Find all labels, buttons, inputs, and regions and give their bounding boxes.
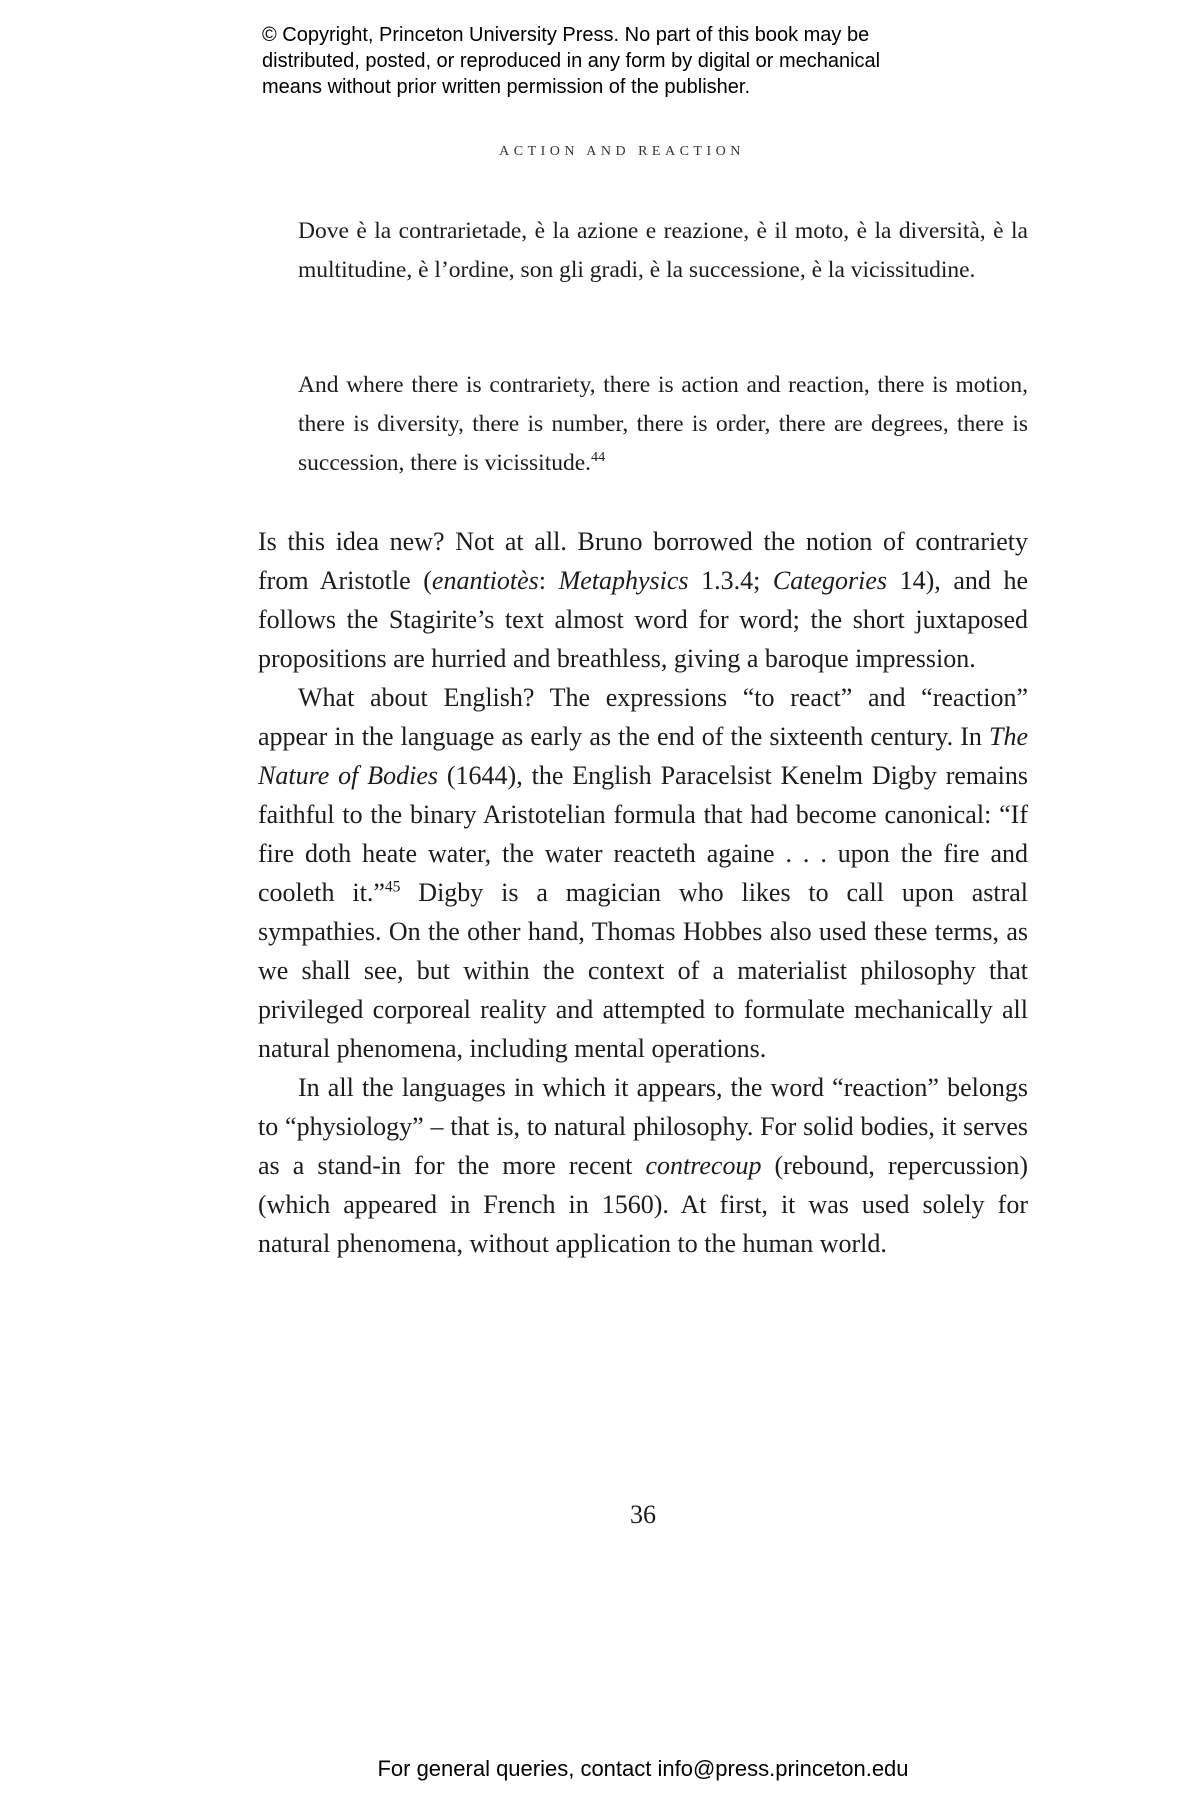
text-run: Is this idea new? Not at all. Bruno borrowed the notion of contrariety from Aristotle ( bbox=[258, 527, 1028, 595]
italic-title: The Nature of Bodies bbox=[258, 722, 1028, 790]
copyright-line: distributed, posted, or reproduced in any form by digital or mechanical bbox=[262, 50, 881, 72]
text-run: Digby is a magician who likes to call upon astral sympathies. On the other hand, Thomas Hobbes also used these terms, as we shall see, but within the context of a materialist philosophy that privileged corporeal reality and attempted to formulate mechanically all natural phenomena, including mental operations. bbox=[258, 878, 1028, 1063]
footnote-ref: 45 bbox=[384, 878, 401, 896]
italic-term: enantiotès bbox=[431, 566, 539, 595]
paragraph-3 bbox=[258, 1068, 1028, 1263]
italic-title: Categories bbox=[772, 566, 888, 595]
text-run: In all the languages in which it appears, the word “reaction” belongs to “physiology” – that is, to natural philosophy. For solid bodies, it serves as a stand-in for the more recent bbox=[258, 1073, 1028, 1180]
paragraph-2 bbox=[258, 678, 1028, 1068]
italic-title: Metaphysics bbox=[558, 566, 689, 595]
block-quote-italian: Dove è la contrarietade, è la azione e reazione, è il moto, è la diversità, è la multitudine, è l’ordine, son gli gradi, è la successione, è la vicissitudine. bbox=[298, 218, 1028, 283]
copyright-line: means without prior written permission of the publisher. bbox=[262, 76, 751, 98]
paragraph-1 bbox=[258, 522, 1028, 678]
copyright-line: © Copyright, Princeton University Press. No part of this book may be bbox=[262, 24, 870, 46]
running-head: ACTION AND REACTION bbox=[499, 144, 745, 159]
copyright-notice bbox=[262, 22, 982, 100]
text-run: 1.3.4; bbox=[688, 566, 773, 595]
footnote-ref: 44 bbox=[591, 449, 606, 466]
quote-english-text: And where there is contrariety, there is action and reaction, there is motion, there is diversity, there is number, there is order, there are degrees, there is succession, there is vicissitude. bbox=[298, 372, 1028, 476]
body-text bbox=[258, 522, 1028, 1263]
text-run: What about English? The expressions “to react” and “reaction” appear in the language as early as the end of the sixteenth century. In bbox=[258, 683, 1028, 751]
text-run: (rebound, repercussion) (which appeared in French in 1560). At first, it was used solely for natural phenomena, without application to the human world. bbox=[258, 1151, 1028, 1258]
text-run: 14), and he follows the Stagirite’s text almost word for word; the short juxtaposed propositions are hurried and breathless, giving a baroque impression. bbox=[258, 566, 1028, 673]
block-quote-english bbox=[298, 366, 1028, 483]
page-number: 36 bbox=[630, 1500, 656, 1529]
footer-contact: For general queries, contact info@press.princeton.edu bbox=[377, 1756, 909, 1781]
italic-term: contrecoup bbox=[645, 1151, 762, 1180]
text-run: (1644), the English Paracelsist Kenelm Digby remains faithful to the binary Aristotelian formula that had become canonical: “If fire doth heate water, the water reacteth againe . . . upon the fire and cooleth it.” bbox=[258, 761, 1028, 907]
text-run: : bbox=[538, 566, 559, 595]
